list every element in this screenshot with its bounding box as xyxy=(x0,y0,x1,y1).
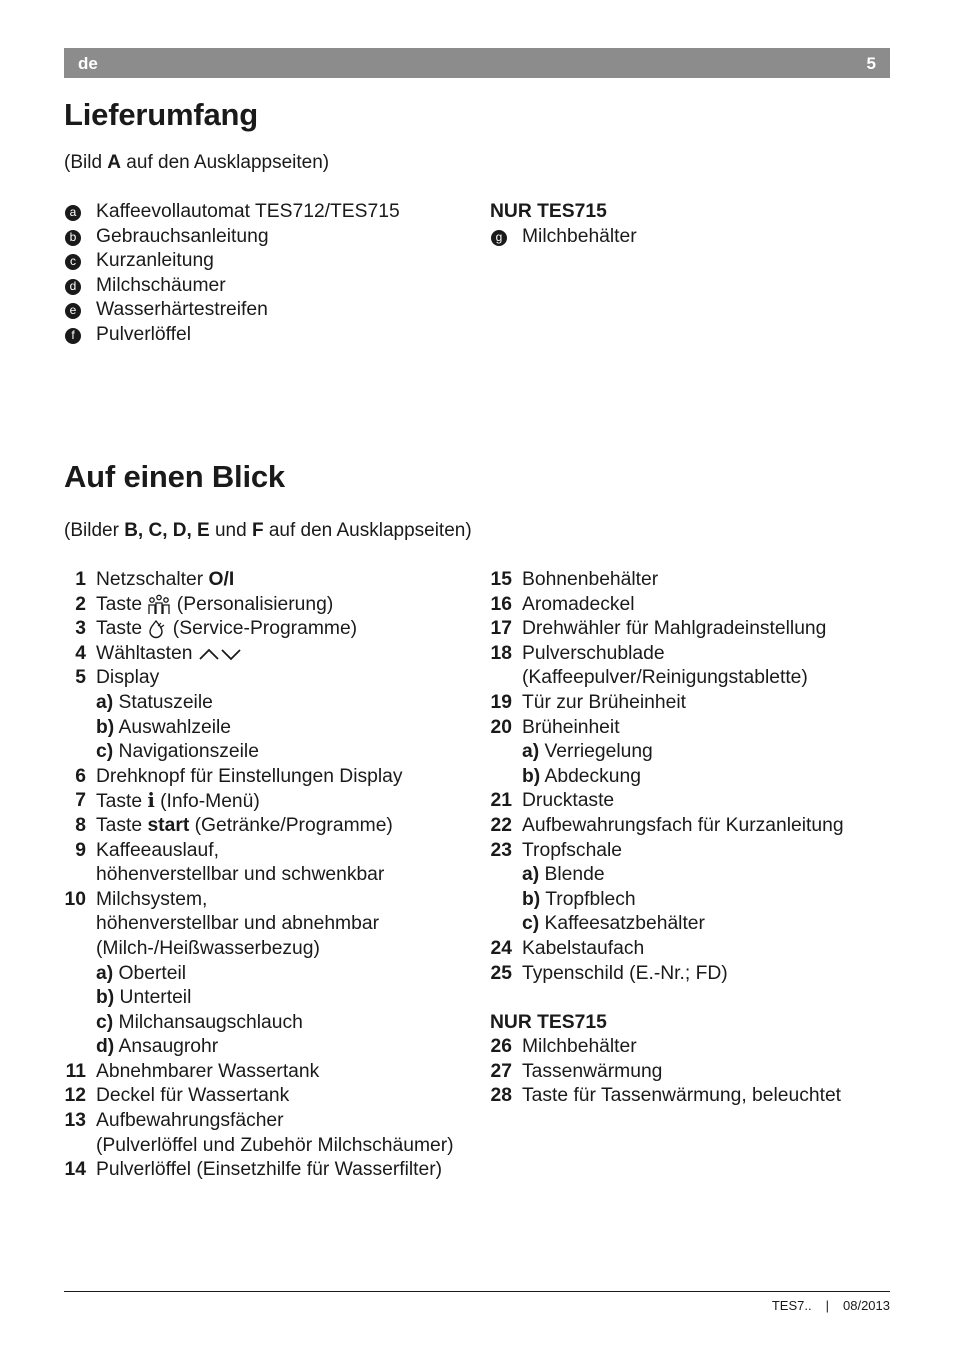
page-footer xyxy=(772,1298,890,1313)
page-number: 5 xyxy=(866,54,876,73)
list-item: 2 Taste (Personalisierung) xyxy=(75,593,334,615)
letter-badge: e xyxy=(65,303,81,319)
list-item-continuation: (Kaffeepulver/Reinigungstablette) xyxy=(522,667,808,689)
list-subitem: a) Oberteil xyxy=(96,962,187,984)
blick-list-right xyxy=(490,568,890,1109)
personalization-icon xyxy=(147,594,171,616)
list-subitem: a) Verriegelung xyxy=(522,741,653,763)
list-item: 26 Milchbehälter xyxy=(490,1036,637,1058)
list-subitem: d) Ansaugrohr xyxy=(96,1036,219,1058)
list-item: 7 Taste i (Info-Menü) xyxy=(75,789,260,813)
list-item: 6 Drehknopf für Einstellungen Display xyxy=(75,765,403,787)
list-item: 17 Drehwähler für Mahlgradeinstellung xyxy=(490,618,827,640)
language-label: de xyxy=(78,54,98,73)
footer-divider xyxy=(64,1291,890,1292)
list-item: 10 Milchsystem, xyxy=(64,888,208,910)
list-subitem: c) Milchansaugschlauch xyxy=(96,1011,303,1033)
chevron-up-icon xyxy=(198,646,220,662)
lieferumfang-reference: (Bild A auf den Ausklappseiten) xyxy=(64,152,330,173)
letter-badge: d xyxy=(65,279,81,295)
list-item: 19 Tür zur Brüheinheit xyxy=(490,691,686,713)
lieferumfang-list xyxy=(64,200,464,348)
list-item: 23 Tropfschale xyxy=(490,839,623,861)
letter-badge: a xyxy=(65,205,81,221)
list-item: 15 Bohnenbehälter xyxy=(490,569,659,590)
list-item: 9 Kaffeeauslauf, xyxy=(75,839,219,861)
spacer xyxy=(490,986,890,1011)
page-header-bar xyxy=(64,48,890,78)
list-item: e Wasserhärtestreifen xyxy=(64,298,464,323)
blick-reference: (Bilder B, C, D, E und F auf den Ausklappseiten) xyxy=(64,520,472,541)
list-item-continuation: (Milch-/Heißwasserbezug) xyxy=(96,937,320,959)
list-item: 25 Typenschild (E.-Nr.; FD) xyxy=(490,962,728,984)
info-icon: i xyxy=(147,789,155,813)
list-item: 1 Netzschalter O/I xyxy=(75,569,235,590)
list-item: 22 Aufbewahrungsfach für Kurzanleitung xyxy=(490,814,844,836)
list-item: 28 Taste für Tassenwärmung, beleuchtet xyxy=(490,1085,842,1107)
letter-badge: c xyxy=(65,254,81,270)
service-drop-icon xyxy=(147,619,167,639)
list-item: c Kurzanleitung xyxy=(64,249,464,274)
list-subitem: b) Unterteil xyxy=(96,987,192,1009)
list-subitem: b) Abdeckung xyxy=(522,765,641,787)
section-title-lieferumfang: Lieferumfang xyxy=(64,97,258,132)
list-item-continuation: höhenverstellbar und abnehmbar xyxy=(96,913,379,935)
lieferumfang-nur-list xyxy=(490,200,890,249)
nur-tes715-heading: NUR TES715 xyxy=(490,201,607,222)
list-subitem: a) Statuszeile xyxy=(96,691,213,713)
footer-model: TES7.. xyxy=(771,1298,812,1313)
list-item: f Pulverlöffel xyxy=(64,323,464,348)
footer-separator: | xyxy=(825,1298,829,1313)
list-item: 18 Pulverschublade xyxy=(490,642,665,664)
list-item: 21 Drucktaste xyxy=(490,790,615,812)
list-item: 4 Wähltasten xyxy=(64,642,476,667)
section-title-auf-einen-blick: Auf einen Blick xyxy=(64,459,285,494)
list-item: a Kaffeevollautomat TES712/TES715 xyxy=(64,200,464,225)
blick-list-left xyxy=(64,568,476,1183)
list-item: g Milchbehälter xyxy=(490,225,890,250)
list-subitem: b) Tropfblech xyxy=(522,888,636,910)
list-item-continuation: höhenverstellbar und schwenkbar xyxy=(96,864,385,886)
letter-badge: b xyxy=(65,230,81,246)
list-item: 14 Pulverlöffel (Einsetzhilfe für Wasserfilter) xyxy=(64,1159,443,1181)
list-item: b Gebrauchsanleitung xyxy=(64,225,464,250)
nur-tes715-heading: NUR TES715 xyxy=(490,1011,607,1033)
list-item: 20 Brüheinheit xyxy=(490,716,620,738)
list-item: 27 Tassenwärmung xyxy=(490,1060,663,1082)
list-item: 12 Deckel für Wassertank xyxy=(64,1085,290,1107)
letter-badge: g xyxy=(491,230,507,246)
list-item: 13 Aufbewahrungsfächer xyxy=(64,1110,284,1132)
footer-date: 08/2013 xyxy=(843,1298,890,1313)
list-item: 16 Aromadeckel xyxy=(490,593,635,615)
list-subitem: c) Kaffeesatzbehälter xyxy=(522,913,705,935)
list-item: 3 Taste (Service-Programme) xyxy=(75,618,358,640)
list-subitem: b) Auswahlzeile xyxy=(96,716,232,738)
list-item: 11 Abnehmbarer Wassertank xyxy=(65,1060,320,1082)
list-item-continuation: (Pulverlöffel und Zubehör Milchschäumer) xyxy=(96,1134,454,1156)
list-item: 24 Kabelstaufach xyxy=(490,937,645,959)
list-item: d Milchschäumer xyxy=(64,274,464,299)
list-subitem: a) Blende xyxy=(522,864,605,886)
list-item: 5 Display xyxy=(75,667,160,689)
list-subitem: c) Navigationszeile xyxy=(96,741,259,763)
letter-badge: f xyxy=(65,328,81,344)
chevron-down-icon xyxy=(220,646,242,662)
list-item: 8 Taste start (Getränke/Programme) xyxy=(75,814,393,836)
